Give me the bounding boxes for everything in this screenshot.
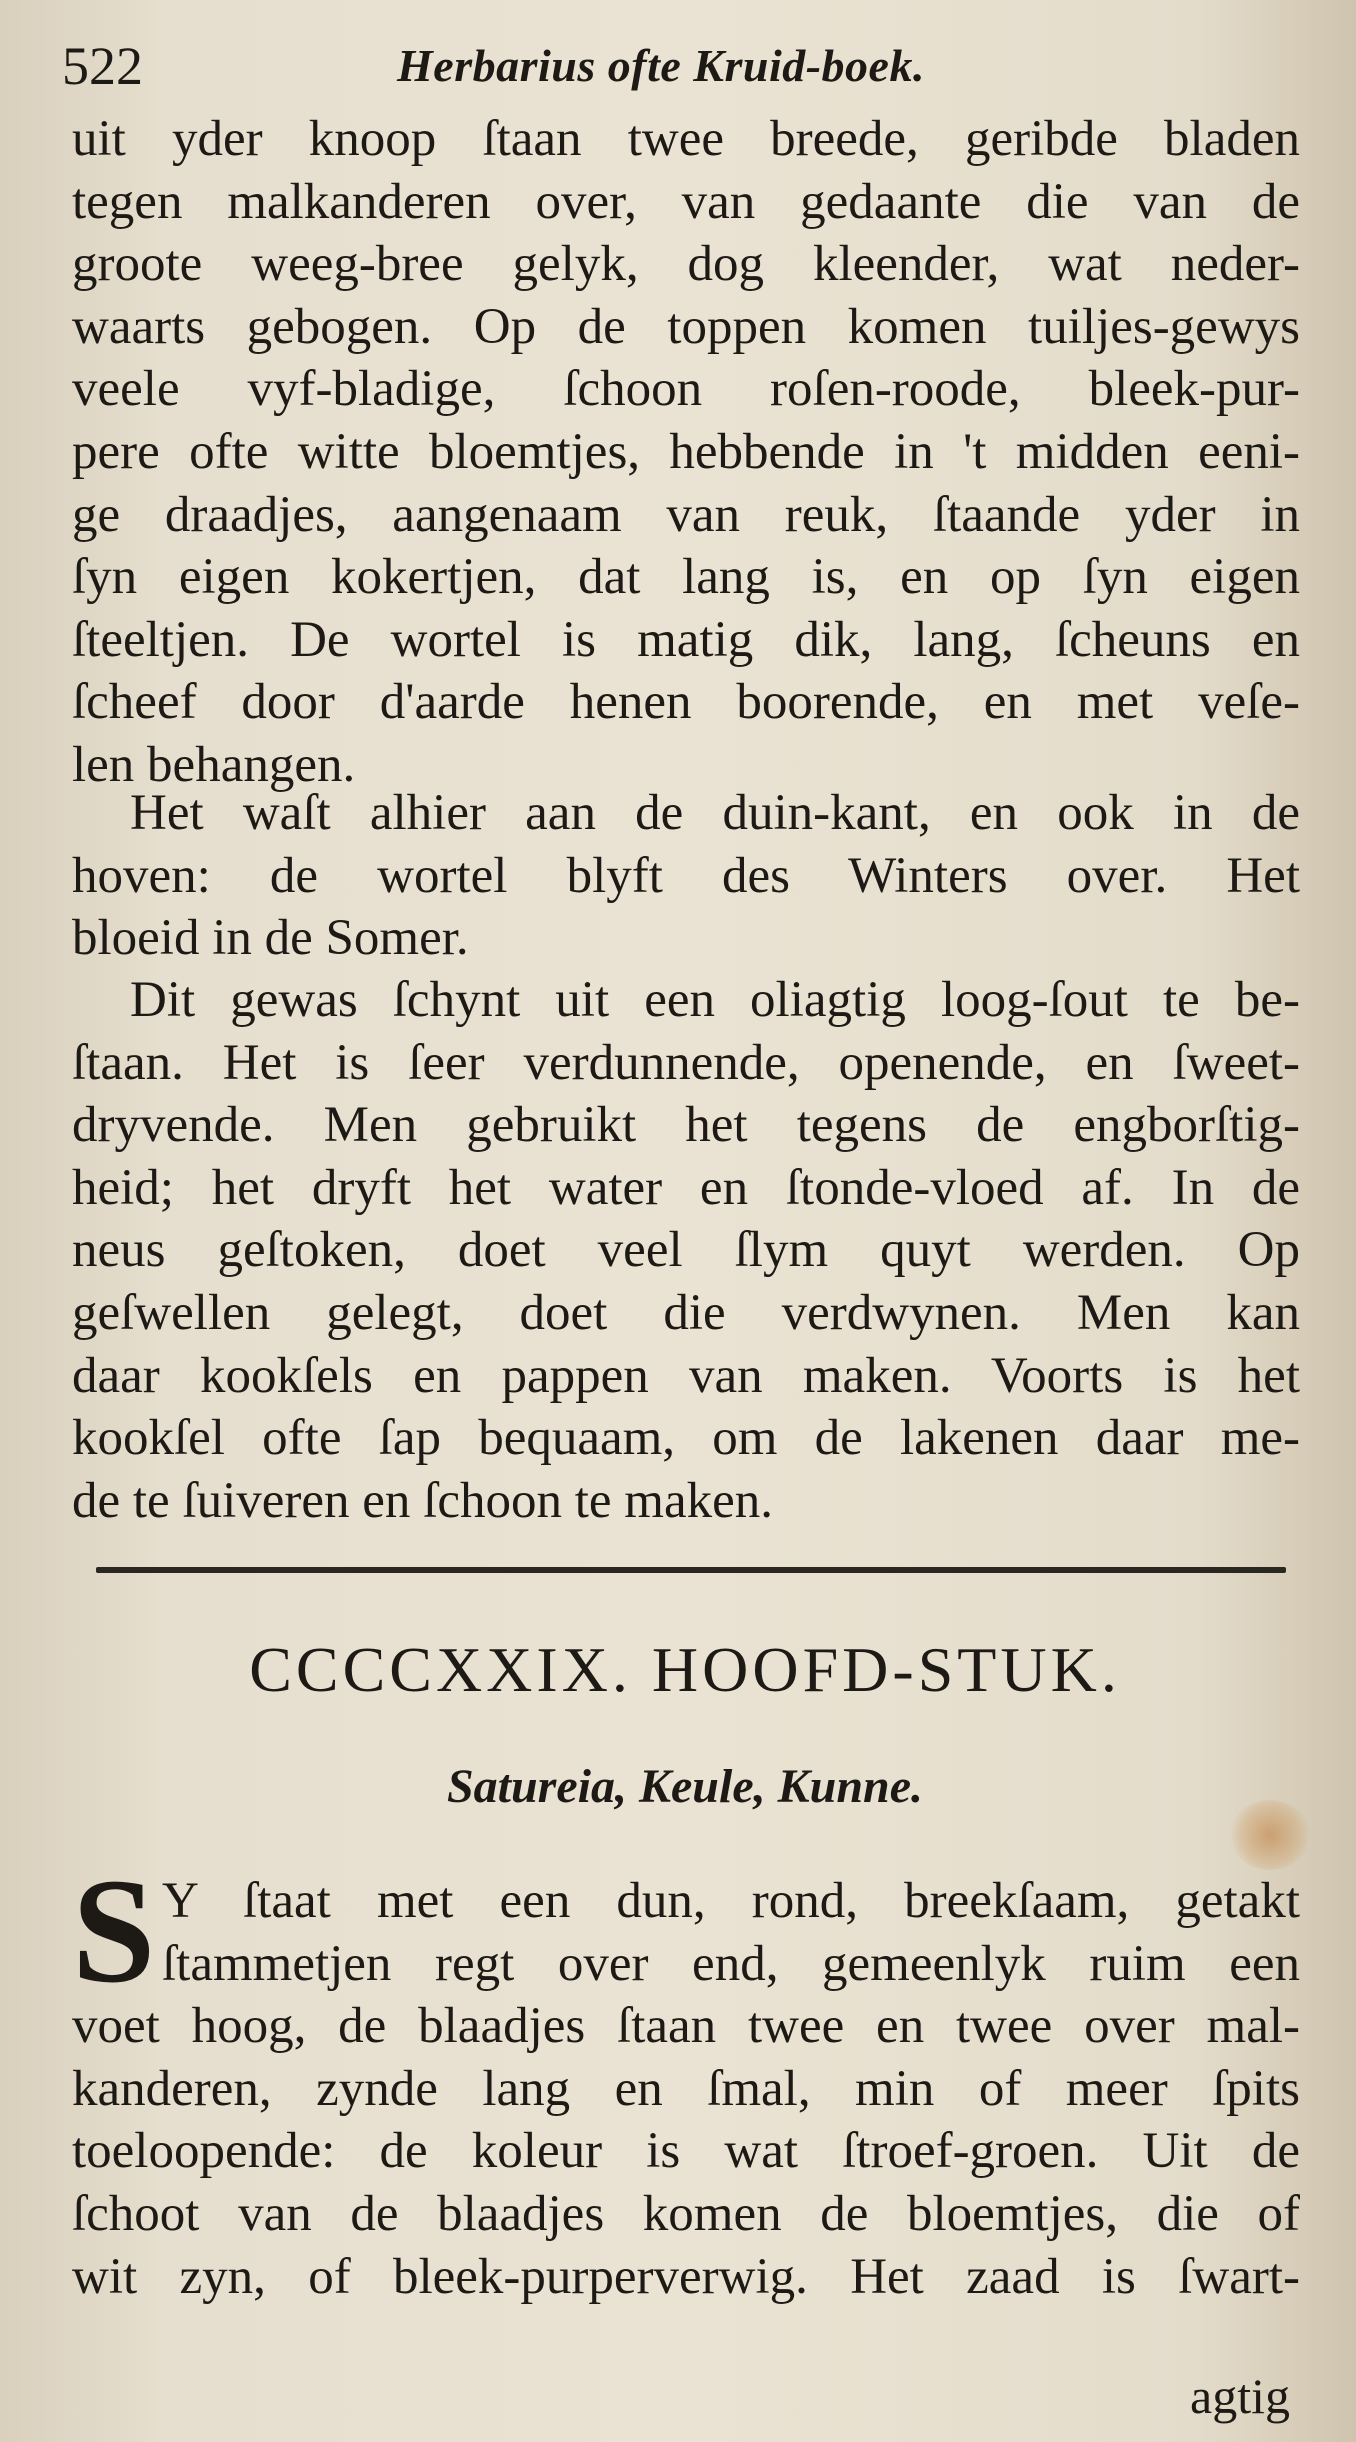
chapter-heading: CCCCXXIX. HOOFD-STUK. <box>249 1634 1121 1705</box>
text-line: ſtaan. Het is ſeer verdunnende, openende, en ſweet- <box>72 1034 1300 1091</box>
text-line: ſyn eigen kokertjen, dat lang is, en op ſyn eigen <box>72 549 1300 606</box>
text-line: kanderen, zynde lang en ſmal, min of meer ſpits <box>72 2060 1300 2117</box>
paragraph-properties <box>72 969 1300 1532</box>
text-line: neus geſtoken, doet veel ſlym quyt werden. Op <box>72 1222 1300 1279</box>
text-line: ſteeltjen. De wortel is matig dik, lang, ſcheuns en <box>72 611 1300 668</box>
chapter-subtitle: Satureia, Keule, Kunne. <box>446 1760 924 1813</box>
text-line: Dit gewas ſchynt uit een oliagtig loog-ſout te be- <box>130 972 1300 1028</box>
text-line: tegen malkanderen over, van gedaante die van de <box>72 173 1300 230</box>
text-line: bloeid in de Somer. <box>72 910 469 967</box>
text-line: veele vyf-bladige, ſchoon roſen-roode, bleek-pur- <box>72 361 1300 418</box>
text-line: waarts gebogen. Op de toppen komen tuiljes-gewys <box>72 298 1300 355</box>
catchword: agtig <box>1190 2368 1290 2424</box>
drop-cap: S <box>72 1848 156 2014</box>
paragraph-chapter-opening <box>72 1848 1300 2308</box>
text-line: groote weeg-bree gelyk, dog kleender, wat neder- <box>72 236 1300 293</box>
text-line: ſcheef door d'aarde henen boorende, en met veſe- <box>72 674 1300 731</box>
running-title: Herbarius ofte Kruid-boek. <box>397 40 925 91</box>
text-line: voet hoog, de blaadjes ſtaan twee en twee over mal- <box>72 1998 1300 2055</box>
text-line: hoven: de wortel blyft des Winters over. Het <box>72 847 1300 904</box>
section-divider <box>96 1567 1286 1573</box>
text-line: uit yder knoop ſtaan twee breede, geribde bladen <box>72 111 1300 167</box>
paragraph-description <box>72 108 1300 797</box>
text-line: ſtammetjen regt over end, gemeenlyk ruim een <box>162 1935 1300 1992</box>
text-line: len behangen. <box>72 736 356 793</box>
text-line: de te ſuiveren en ſchoon te maken. <box>72 1472 773 1529</box>
text-line: dryvende. Men gebruikt het tegens de engborſtig- <box>72 1097 1300 1154</box>
text-line: heid; het dryft het water en ſtonde-vloed af. In de <box>72 1159 1300 1216</box>
text-line: ge draadjes, aangenaam van reuk, ſtaande yder in <box>72 486 1300 543</box>
text-line: geſwellen gelegt, doet die verdwynen. Men kan <box>72 1284 1300 1341</box>
text-line: ſchoot van de blaadjes komen de bloemtjes, die of <box>72 2185 1300 2242</box>
text-line: toeloopende: de koleur is wat ſtroef-groen. Uit de <box>72 2123 1300 2180</box>
text-line: Y ſtaat met een dun, rond, breekſaam, getakt <box>162 1873 1300 1929</box>
text-line: wit zyn, of bleek-purperverwig. Het zaad is ſwart- <box>72 2248 1300 2305</box>
page-number: 522 <box>62 36 143 96</box>
text-line: kookſel ofte ſap bequaam, om de lakenen daar me- <box>72 1410 1300 1467</box>
text-line: daar kookſels en pappen van maken. Voorts is het <box>72 1347 1300 1404</box>
text-line: Het waſt alhier aan de duin-kant, en ook in de <box>130 785 1300 841</box>
paragraph-habitat <box>72 782 1300 970</box>
text-line: pere ofte witte bloemtjes, hebbende in 't midden eeni- <box>72 423 1300 480</box>
running-head <box>62 28 1302 98</box>
